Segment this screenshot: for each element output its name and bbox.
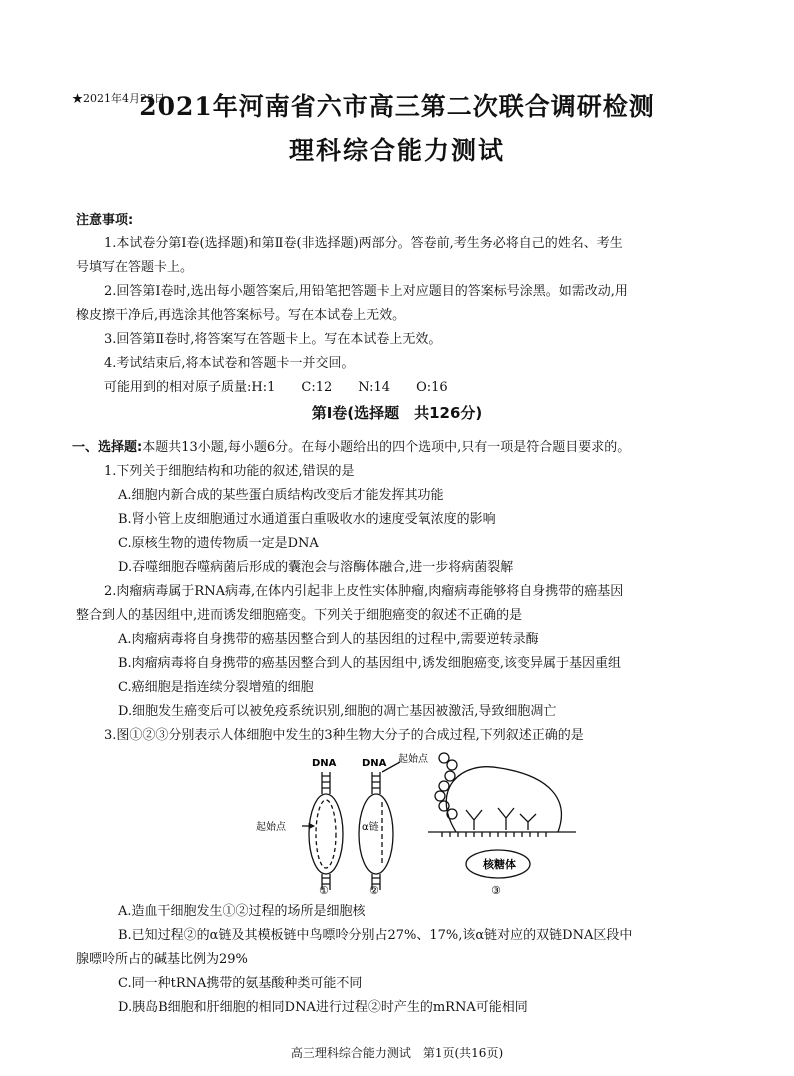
q3-option-c: C.同一种tRNA携带的氨基酸种类可能不同 — [118, 976, 363, 991]
figure-dna-label: DNA — [312, 758, 337, 769]
q3-stem: 3.图①②③分别表示人体细胞中发生的3种生物大分子的合成过程,下列叙述正确的是 — [104, 728, 584, 743]
figure-label-1: ① — [319, 884, 329, 896]
biosynthesis-figure — [230, 750, 580, 896]
q2-stem-cont: 整合到人的基因组中,进而诱发细胞癌变。下列关于细胞癌变的叙述不正确的是 — [76, 608, 523, 623]
page-footer: 高三理科综合能力测试 第1页(共16页) — [290, 1046, 504, 1060]
section-title: 第Ⅰ卷(选择题 共126分) — [311, 404, 483, 422]
q2-option-b: B.肉瘤病毒将自身携带的癌基因整合到人的基因组中,诱发细胞癌变,该变异属于基因重组 — [118, 656, 621, 671]
notice-line: 橡皮擦干净后,再选涂其他答案标号。写在本试卷上无效。 — [76, 308, 406, 323]
q2-option-c: C.癌细胞是指连续分裂增殖的细胞 — [118, 680, 314, 695]
figure-alpha-chain-label: α链 — [362, 822, 379, 833]
figure-label-3: ③ — [491, 884, 501, 896]
exam-subtitle: 理科综合能力测试 — [288, 136, 505, 165]
exam-title: 2021年河南省六市高三第二次联合调研检测 — [139, 92, 655, 121]
section-intro-text: 本题共13小题,每小题6分。在每小题给出的四个选项中,只有一项是符合题目要求的。 — [142, 440, 631, 455]
notice-line: 2.回答第Ⅰ卷时,选出每小题答案后,用铅笔把答题卡上对应题目的答案标号涂黑。如需改动,用 — [104, 284, 628, 299]
q1-option-a: A.细胞内新合成的某些蛋白质结构改变后才能发挥其功能 — [118, 488, 444, 503]
section-intro-label: 一、选择题: — [72, 440, 143, 455]
q1-stem: 1.下列关于细胞结构和功能的叙述,错误的是 — [104, 464, 355, 479]
exam-date: ★2021年4月23日 — [72, 92, 165, 105]
notice-line: 4.考试结束后,将本试卷和答题卡一并交回。 — [104, 356, 355, 371]
q1-option-d: D.吞噬细胞吞噬病菌后形成的囊泡会与溶酶体融合,进一步将病菌裂解 — [118, 560, 514, 575]
figure-dna-label: DNA — [362, 758, 387, 769]
figure-origin-label: 起始点 — [398, 754, 428, 765]
atomic-mass-line: 可能用到的相对原子质量:H:1 C:12 N:14 O:16 — [104, 380, 448, 395]
notice-line: 号填写在答题卡上。 — [76, 260, 194, 275]
figure-origin-label: 起始点 — [256, 822, 286, 833]
notice-heading: 注意事项: — [76, 213, 134, 228]
q3-option-d: D.胰岛B细胞和肝细胞的相同DNA进行过程②时产生的mRNA可能相同 — [118, 1000, 528, 1015]
q3-option-b-cont: 腺嘌呤所占的碱基比例为29% — [76, 952, 248, 967]
q2-stem: 2.肉瘤病毒属于RNA病毒,在体内引起非上皮性实体肿瘤,肉瘤病毒能够将自身携带的癌基因 — [104, 584, 624, 599]
figure-ribosome-label: 核糖体 — [483, 858, 516, 871]
figure-label-2: ② — [369, 884, 379, 896]
q2-option-d: D.细胞发生癌变后可以被免疫系统识别,细胞的凋亡基因被激活,导致细胞凋亡 — [118, 704, 557, 719]
q3-option-a: A.造血干细胞发生①②过程的场所是细胞核 — [118, 904, 366, 919]
notice-line: 1.本试卷分第Ⅰ卷(选择题)和第Ⅱ卷(非选择题)两部分。答卷前,考生务必将自己的姓名、考生 — [104, 236, 623, 251]
section-intro — [72, 436, 630, 460]
q1-option-c: C.原核生物的遗传物质一定是DNA — [118, 536, 319, 551]
q2-option-a: A.肉瘤病毒将自身携带的癌基因整合到人的基因组的过程中,需要逆转录酶 — [118, 632, 539, 647]
notice-line: 3.回答第Ⅱ卷时,将答案写在答题卡上。写在本试卷上无效。 — [104, 332, 442, 347]
q3-option-b: B.已知过程②的α链及其模板链中鸟嘌呤分别占27%、17%,该α链对应的双链DNA区段中 — [118, 928, 633, 943]
q1-option-b: B.肾小管上皮细胞通过水通道蛋白重吸收水的速度受氧浓度的影响 — [118, 512, 496, 527]
